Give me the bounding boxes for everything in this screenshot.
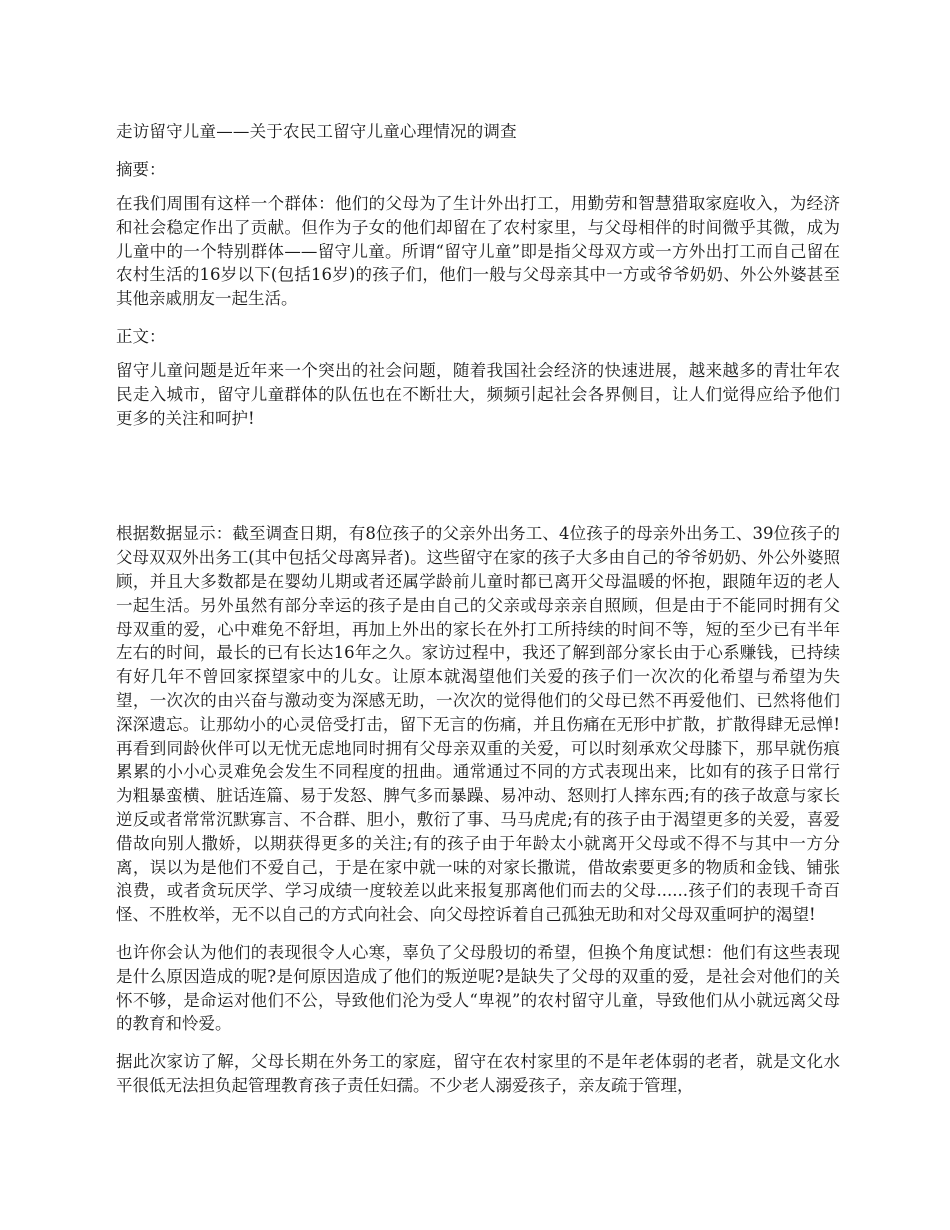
abstract-label: 摘要： bbox=[116, 160, 166, 179]
body-paragraph-1: 留守儿童问题是近年来一个突出的社会问题，随着我国社会经济的快速进展，越来越多的青壮年农民走入城市，留守儿童群体的队伍也在不断壮大，频频引起社会各界侧目，让人们觉得应给予他们更多的关注和呵护! bbox=[116, 360, 840, 428]
body-label: 正文： bbox=[116, 326, 166, 346]
document-page bbox=[116, 120, 840, 1112]
section-spacer bbox=[116, 444, 840, 522]
abstract-paragraph: 在我们周围有这样一个群体：他们的父母为了生计外出打工，用勤劳和智慧猎取家庭收入，为经济和社会稳定作出了贡献。但作为子女的他们却留在了农村家里，与父母相伴的时间微乎其微，成为儿童中的一个特别群体——留守儿童。所谓“留守儿童”即是指父母双方或一方外出打工而自己留在农村生活的16岁以下(包括16岁)的孩子们，他们一般与父母亲其中一方或爷爷奶奶、外公外婆甚至其他亲戚朋友一起生活。 bbox=[116, 194, 840, 309]
body-paragraph-3: 也许你会认为他们的表现很令人心寒，辜负了父母殷切的希望，但换个角度试想：他们有这些表现是什么原因造成的呢?是何原因造成了他们的叛逆呢?是缺失了父母的双重的爱，是社会对他们的关怀不够，是命运对他们不公，导致他们沦为受人“卑视”的农村留守儿童，导致他们从小就远离父母的教育和怜爱。 bbox=[116, 942, 840, 1034]
body-paragraph-4: 据此次家访了解，父母长期在外务工的家庭，留守在农村家里的不是年老体弱的老者，就是文化水平很低无法担负起管理教育孩子责任妇孺。不少老人溺爱孩子，亲友疏于管理， bbox=[116, 1052, 840, 1095]
body-paragraph-2: 根据数据显示：截至调查日期，有8位孩子的父亲外出务工、4位孩子的母亲外出务工、39位孩子的父母双双外出务工(其中包括父母离异者)。这些留守在家的孩子大多由自己的爷爷奶奶、外公外婆照顾，并且大多数都是在婴幼儿期或者还属学龄前儿童时都已离开父母温暖的怀抱，跟随年迈的老人一起生活。另外虽然有部分幸运的孩子是由自己的父亲或母亲亲自照顾，但是由于不能同时拥有父母双重的爱，心中难免不舒坦，再加上外出的家长在外打工所持续的时间不等，短的至少已有半年左右的时间，最长的已有长达16年之久。家访过程中，我还了解到部分家长由于心系赚钱，已持续有好几年不曾回家探望家中的儿女。让原本就渴望他们关爱的孩子们一次次的化希望与希望为失望，一次次的由兴奋与激动变为深感无助，一次次的觉得他们的父母已然不再爱他们、已然将他们深深遗忘。让那幼小的心灵倍受打击，留下无言的伤痛，并且伤痛在无形中扩散，扩散得肆无忌惮!再看到同龄伙伴可以无忧无虑地同时拥有父母亲双重的关爱，可以时刻承欢父母膝下，那早就伤痕累累的小小心灵难免会发生不同程度的扭曲。通常通过不同的方式表现出来，比如有的孩子日常行为粗暴蛮横、脏话连篇、易于发怒、脾气多而暴躁、易冲动、怒则打人摔东西;有的孩子故意与家长逆反或者常常沉默寡言、不合群、胆小，敷衍了事、马马虎虎;有的孩子由于渴望更多的关爱，喜爱借故向别人撒娇，以期获得更多的关注;有的孩子由于年龄太小就离开父母或不得不与其中一方分离，误以为是他们不爱自己，于是在家中就一味的对家长撒谎，借故索要更多的物质和金钱、铺张浪费，或者贪玩厌学、学习成绩一度较差以此来报复那离他们而去的父母......孩子们的表现千奇百怪、不胜枚举，无不以自己的方式向社会、向父母控诉着自己孤独无助和对父母双重呵护的渴望! bbox=[116, 524, 840, 925]
document-title: 走访留守儿童——关于农民工留守儿童心理情况的调查 bbox=[116, 122, 517, 141]
